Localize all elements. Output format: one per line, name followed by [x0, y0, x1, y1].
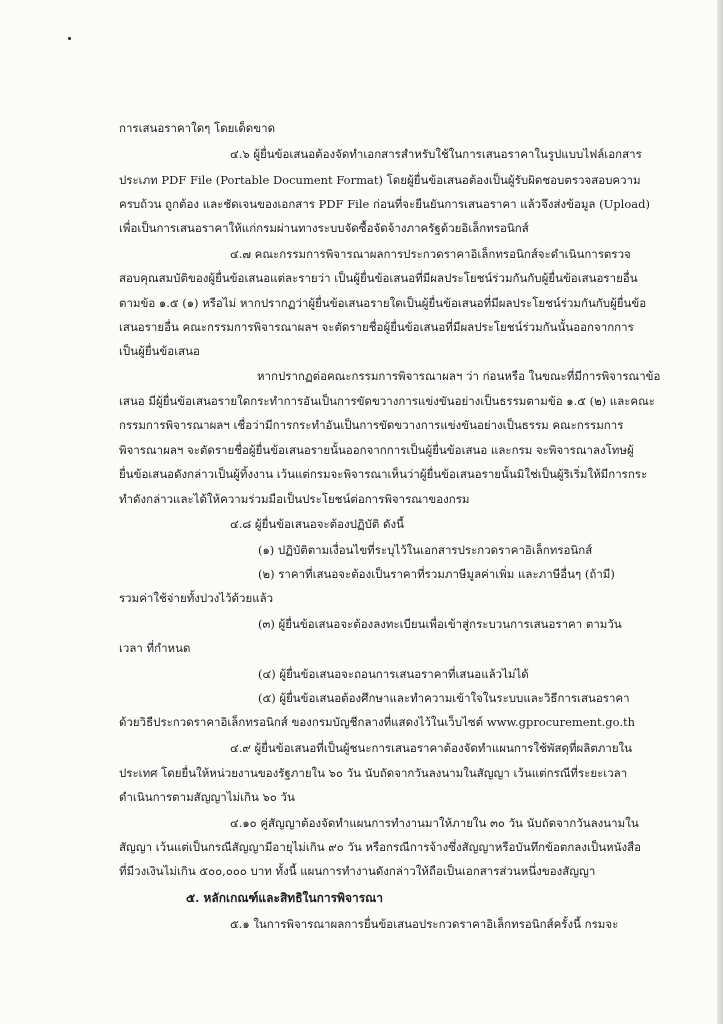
- scan-edge: [717, 0, 723, 1024]
- text-line: ประเภท PDF File (Portable Document Format) โดยผู้ยื่นข้อเสนอต้องเป็นผู้รับผิดชอบตรวจสอบความ: [119, 173, 641, 187]
- text-line: ๔.๙ ผู้ยื่นข้อเสนอที่เป็นผู้ชนะการเสนอราคาต้องจัดทำแผนการใช้พัสดุที่ผลิตภายใน: [230, 741, 633, 755]
- section-heading: ๕. หลักเกณฑ์และสิทธิในการพิจารณา: [186, 891, 384, 905]
- text-line: ทำดังกล่าวและได้ให้ความร่วมมือเป็นประโยชน์ต่อการพิจารณาของกรม: [119, 492, 470, 506]
- text-line: ๔.๑๐ คู่สัญญาต้องจัดทำแผนการทำงานมาให้ภายใน ๓๐ วัน นับถัดจากวันลงนามใน: [230, 816, 639, 830]
- text-line: (๒) ราคาที่เสนอจะต้องเป็นราคาที่รวมภาษีมูลค่าเพิ่ม และภาษีอื่นๆ (ถ้ามี): [258, 567, 615, 581]
- text-line: เพื่อเป็นการเสนอราคาให้แก่กรมผ่านทางระบบจัดซื้อจัดจ้างภาครัฐด้วยอิเล็กทรอนิกส์: [119, 221, 529, 235]
- text-line: ๕.๑ ในการพิจารณาผลการยื่นข้อเสนอประกวดราคาอิเล็กทรอนิกส์ครั้งนี้ กรมจะ: [230, 917, 619, 931]
- text-line: กรรมการพิจารณาผลฯ เชื่อว่ามีการกระทำอันเป็นการขัดขวางการแข่งขันอย่างเป็นธรรม คณะกรรมการ: [119, 418, 624, 432]
- text-line: (๔) ผู้ยื่นข้อเสนอจะถอนการเสนอราคาที่เสนอแล้วไม่ได้: [258, 667, 529, 681]
- text-line: ยื่นข้อเสนอดังกล่าวเป็นผู้ทิ้งงาน เว้นแต่กรมจะพิจารณาเห็นว่าผู้ยื่นข้อเสนอรายนั้นมิใช่เป็นผู้ริเริ่มให้มีการกระ: [119, 467, 648, 481]
- text-line: ๔.๗ คณะกรรมการพิจารณาผลการประกวดราคาอิเล็กทรอนิกส์จะดำเนินการตรวจ: [230, 247, 631, 261]
- text-line: ที่มีวงเงินไม่เกิน ๕๐๐,๐๐๐ บาท ทั้งนี้ แผนการทำงานดังกล่าวให้ถือเป็นเอกสารส่วนหนึ่งของสัญญา: [119, 864, 596, 878]
- text-line: เสนอ มีผู้ยื่นข้อเสนอรายใดกระทำการอันเป็นการขัดขวางการแข่งขันอย่างเป็นธรรมตามข้อ ๑.๕ (๒) และคณะ: [119, 394, 655, 408]
- text-line: พิจารณาผลฯ จะตัดรายชื่อผู้ยื่นข้อเสนอรายนั้นออกจากการเป็นผู้ยื่นข้อเสนอ และกรม จะพิจารณาลงโทษผู้: [119, 443, 634, 457]
- text-line: รวมค่าใช้จ่ายทั้งปวงไว้ด้วยแล้ว: [119, 591, 274, 605]
- text-line: ตามข้อ ๑.๕ (๑) หรือไม่ หากปรากฏว่าผู้ยื่นข้อเสนอรายใดเป็นผู้ยื่นข้อเสนอที่มีผลประโยชน์ร่วมกันกับผู้ยื่นข้อ: [119, 296, 647, 310]
- text-line: (๕) ผู้ยื่นข้อเสนอต้องศึกษาและทำความเข้าใจในระบบและวิธีการเสนอราคา: [258, 691, 630, 705]
- text-line: (๑) ปฏิบัติตามเงื่อนไขที่ระบุไว้ในเอกสารประกวดราคาอิเล็กทรอนิกส์: [258, 543, 593, 557]
- text-line: (๓) ผู้ยื่นข้อเสนอจะต้องลงทะเบียนเพื่อเข้าสู่กระบวนการเสนอราคา ตามวัน: [258, 617, 622, 631]
- text-line: เสนอรายอื่น คณะกรรมการพิจารณาผลฯ จะตัดรายชื่อผู้ยื่นข้อเสนอที่มีผลประโยชน์ร่วมกันนั้นออกจากการ: [119, 320, 634, 334]
- text-line: สัญญา เว้นแต่เป็นกรณีสัญญามีอายุไม่เกิน ๙๐ วัน หรือกรณีการจ้างซึ่งสัญญาหรือบันทึกข้อตกลงเป็นหนังสือ: [119, 840, 642, 854]
- text-line: การเสนอราคาใดๆ โดยเด็ดขาด: [119, 121, 276, 135]
- text-line: สอบคุณสมบัติของผู้ยื่นข้อเสนอแต่ละรายว่า เป็นผู้ยื่นข้อเสนอที่มีผลประโยชน์ร่วมกันกับผู้ยื่นข้อเสนอรายอื่น: [119, 271, 638, 285]
- text-line: ด้วยวิธีประกวดราคาอิเล็กทรอนิกส์ ของกรมบัญชีกลางที่แสดงไว้ในเว็บไซต์ www.gprocurement.go.th: [119, 715, 636, 729]
- text-line: ๔.๖ ผู้ยื่นข้อเสนอต้องจัดทำเอกสารสำหรับใช้ในการเสนอราคาในรูปแบบไฟล์เอกสาร: [230, 147, 642, 161]
- text-line: หากปรากฏต่อคณะกรรมการพิจารณาผลฯ ว่า ก่อนหรือ ในขณะที่มีการพิจารณาข้อ: [257, 369, 661, 383]
- text-line: เป็นผู้ยื่นข้อเสนอ: [119, 344, 200, 358]
- text-line: ดำเนินการตามสัญญาไม่เกิน ๖๐ วัน: [119, 790, 295, 804]
- text-line: เวลา ที่กำหนด: [119, 641, 191, 655]
- text-line: ครบถ้วน ถูกต้อง และชัดเจนของเอกสาร PDF File ก่อนที่จะยืนยันการเสนอราคา แล้วจึงส่งข้อมูล (Upload): [119, 197, 650, 211]
- scan-speck: [68, 37, 71, 40]
- text-line: ๔.๘ ผู้ยื่นข้อเสนอจะต้องปฏิบัติ ดังนี้: [230, 517, 405, 531]
- text-line: ประเทศ โดยยื่นให้หน่วยงานของรัฐภายใน ๖๐ วัน นับถัดจากวันลงนามในสัญญา เว้นแต่กรณีที่ระยะเวลา: [119, 766, 628, 780]
